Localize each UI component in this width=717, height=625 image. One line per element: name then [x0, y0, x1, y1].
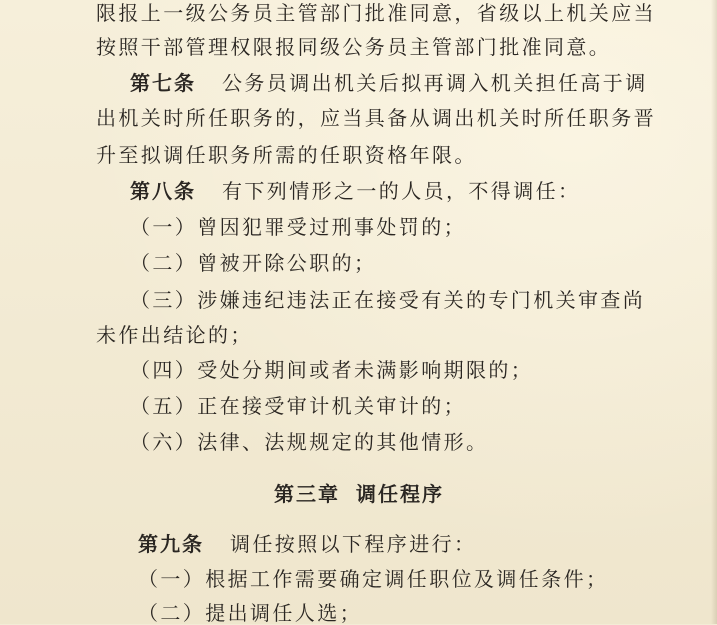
- list-item: （二）提出调任人选；: [138, 601, 362, 625]
- text-line: 限报上一级公务员主管部门批准同意，省级以上机关应当: [96, 1, 656, 25]
- list-item: （四）受处分期间或者未满影响期限的；: [130, 358, 534, 382]
- article-label: 第七条: [130, 71, 196, 95]
- list-item: （六）法律、法规规定的其他情形。: [130, 430, 489, 454]
- list-item: （五）正在接受审计机关审计的；: [130, 394, 466, 418]
- chapter-number: 第三章: [274, 482, 340, 506]
- text-line: 出机关时所任职务的，应当具备从调出机关时所任职务晋: [96, 106, 656, 130]
- article-text: 有下列情形之一的人员，不得调任：: [222, 179, 581, 203]
- page-edge-shadow: [711, 0, 717, 624]
- chapter-title: 调任程序: [356, 482, 444, 506]
- article-7: [130, 71, 648, 95]
- article-9: [138, 532, 476, 556]
- text-line: 未作出结论的；: [96, 323, 253, 347]
- article-text: 公务员调出机关后拟再调入机关担任高于调: [222, 71, 648, 95]
- article-text: 调任按照以下程序进行：: [230, 532, 477, 556]
- article-label: 第九条: [138, 532, 204, 556]
- article-8: [130, 179, 580, 203]
- article-label: 第八条: [130, 179, 196, 203]
- list-item: （一）根据工作需要确定调任职位及调任条件；: [138, 567, 609, 591]
- text-line: 按照干部管理权限报同级公务员主管部门批准同意。: [96, 35, 612, 59]
- text-line: 升至拟调任职务所需的任职资格年限。: [96, 143, 477, 167]
- chapter-heading: [274, 482, 444, 506]
- list-item: （三）涉嫌违纪违法正在接受有关的专门机关审查尚: [130, 288, 646, 312]
- list-item: （二）曾被开除公职的；: [130, 251, 377, 275]
- list-item: （一）曾因犯罪受过刑事处罚的；: [130, 215, 466, 239]
